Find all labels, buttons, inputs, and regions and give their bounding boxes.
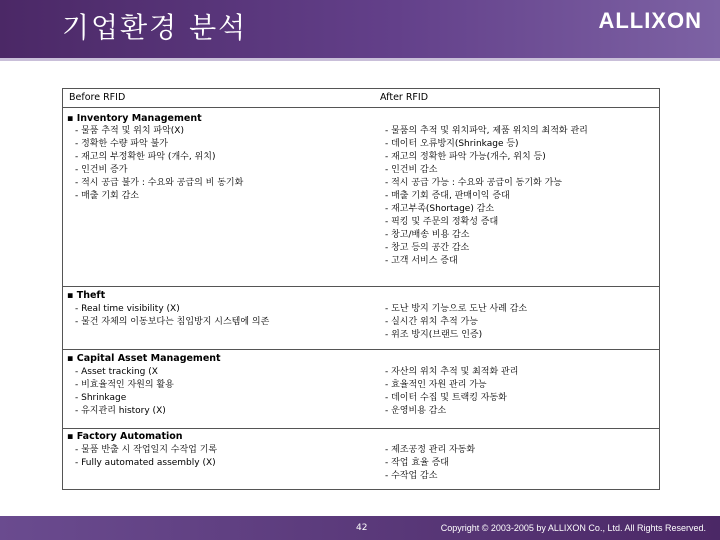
list-item: - 재고부족(Shortage) 감소 <box>385 204 495 214</box>
list-item: - 비효율적인 자원의 활용 <box>75 380 174 390</box>
title-bar <box>0 0 720 58</box>
list-item: - 픽킹 및 주문의 정확성 증대 <box>385 217 499 227</box>
list-item: - 자산의 위치 추적 및 최적화 관리 <box>385 367 519 377</box>
before-list <box>75 125 243 203</box>
section-title: ▪ Factory Automation <box>67 431 183 442</box>
list-item: - Asset tracking (X <box>75 367 158 377</box>
page-number: 42 <box>356 523 368 533</box>
list-item: - 물품 추적 및 위치 파악(X) <box>75 126 184 136</box>
list-item: - 수작업 감소 <box>385 471 438 481</box>
before-list <box>75 303 269 329</box>
list-item: - 창고/배송 비용 감소 <box>385 230 470 240</box>
copyright-text: Copyright © 2003-2005 by ALLIXON Co., Ltd. All Rights Reserved. <box>440 523 706 533</box>
section-title: ▪ Capital Asset Management <box>67 353 221 364</box>
section-divider <box>63 428 659 429</box>
section-divider <box>63 286 659 287</box>
list-item: - 매출 기회 증대, 판매이익 증대 <box>385 191 510 201</box>
list-item: - 적시 공급 가능 : 수요와 공급이 동기화 가능 <box>385 178 562 188</box>
list-item: - 재고의 부정확한 파악 (개수, 위치) <box>75 152 216 162</box>
title-bar-rule <box>0 58 720 61</box>
list-item: - Real time visibility (X) <box>75 304 180 314</box>
list-item: - 정확한 수량 파악 불가 <box>75 139 168 149</box>
after-list <box>385 125 588 268</box>
section-factory-automation <box>63 431 659 489</box>
list-item: - 데이터 수집 및 트랙킹 자동화 <box>385 393 507 403</box>
list-item: - 데이터 오류방지(Shrinkage 등) <box>385 139 519 149</box>
after-list <box>385 444 475 483</box>
list-item: - 물품의 추적 및 위치파악, 제품 위치의 최적화 관리 <box>385 126 588 136</box>
list-item: - 적시 공급 불가 : 수요와 공급의 비 동기화 <box>75 178 244 188</box>
list-item: - 유지관리 history (X) <box>75 406 166 416</box>
after-rfid-header: After RFID <box>380 92 429 103</box>
list-item: - 운영비용 감소 <box>385 406 447 416</box>
list-item: - 인건비 증가 <box>75 165 128 175</box>
section-theft <box>63 290 659 348</box>
section-divider <box>63 349 659 350</box>
before-list <box>75 444 217 470</box>
list-item: - 매출 기회 감소 <box>75 191 139 201</box>
list-item: - 고객 서비스 증대 <box>385 256 458 266</box>
table-header <box>63 89 659 108</box>
list-item: - 위조 방지(브랜드 인증) <box>385 330 483 340</box>
section-title: ▪ Inventory Management <box>67 113 202 124</box>
list-item: - 물건 자체의 이동보다는 침입방지 시스템에 의존 <box>75 317 270 327</box>
section-inventory-management <box>63 113 659 283</box>
after-list <box>385 303 527 342</box>
section-capital-asset-management <box>63 353 659 425</box>
comparison-table <box>62 88 660 490</box>
section-title: ▪ Theft <box>67 290 106 301</box>
list-item: - 재고의 정확한 파악 가능(개수, 위치 등) <box>385 152 546 162</box>
after-list <box>385 366 518 418</box>
before-rfid-header: Before RFID <box>69 92 126 103</box>
list-item: - 실시간 위치 추적 가능 <box>385 317 478 327</box>
list-item: - Shrinkage <box>75 393 127 403</box>
before-list <box>75 366 174 418</box>
list-item: - 작업 효율 증대 <box>385 458 449 468</box>
list-item: - 도난 방지 기능으로 도난 사례 감소 <box>385 304 528 314</box>
list-item: - 효율적인 자원 관리 가능 <box>385 380 487 390</box>
footer-bar <box>0 516 720 540</box>
allixon-logo: ALLIXON <box>598 8 702 33</box>
list-item: - 물품 반출 시 작업일지 수작업 기록 <box>75 445 218 455</box>
page-title: 기업환경 분석 <box>62 11 248 44</box>
list-item: - Fully automated assembly (X) <box>75 458 216 468</box>
list-item: - 창고 등의 공간 감소 <box>385 243 470 253</box>
list-item: - 제조공정 관리 자동화 <box>385 445 476 455</box>
list-item: - 인건비 감소 <box>385 165 438 175</box>
